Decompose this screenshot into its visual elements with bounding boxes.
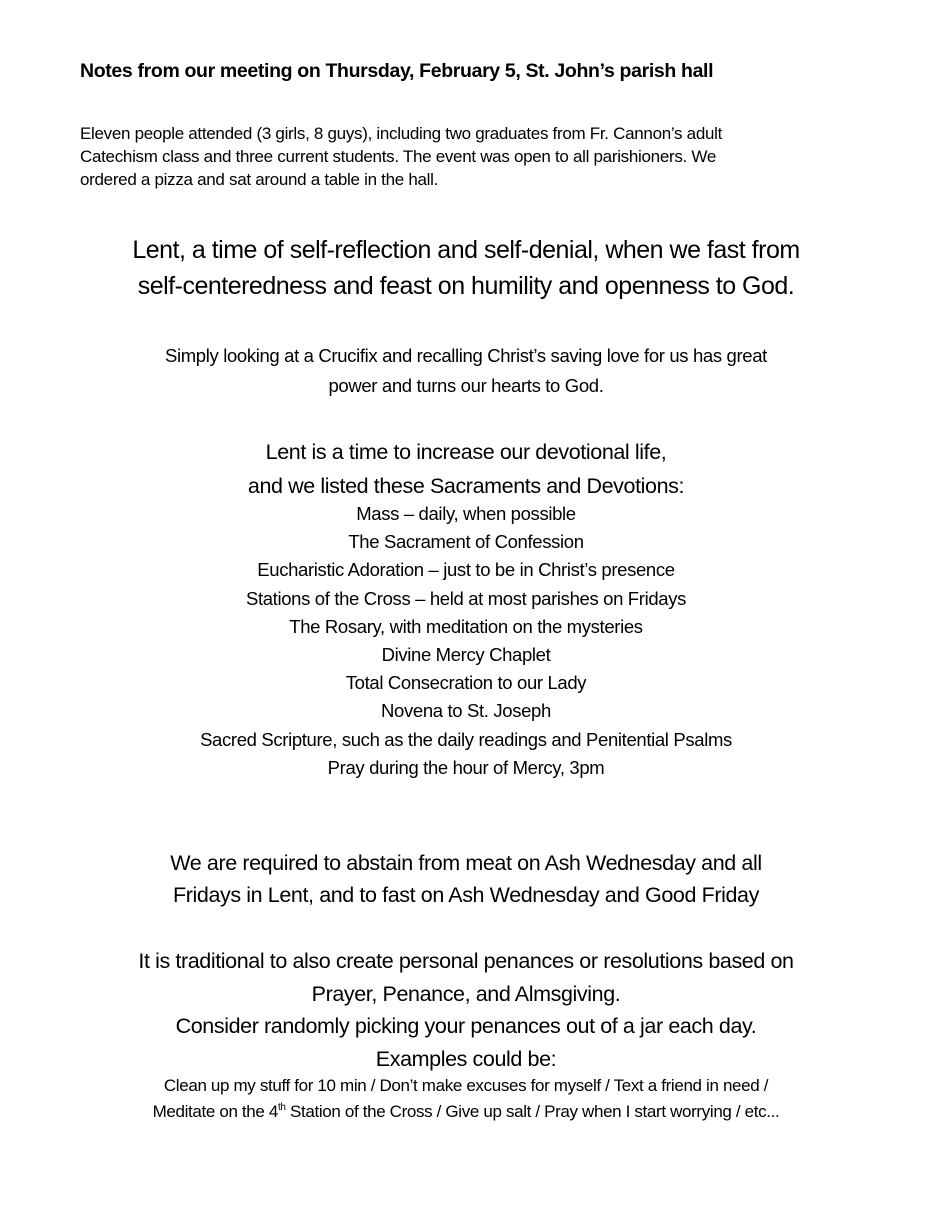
devotion-item: The Sacrament of Confession (348, 531, 584, 553)
lent-quote (0, 232, 932, 304)
crucifix-line: power and turns our hearts to God. (328, 375, 604, 396)
crucifix-line: Simply looking at a Crucifix and recalling Christ’s saving love for us has great (165, 345, 767, 366)
penances-line: Examples could be: (375, 1046, 557, 1071)
intro-line: Eleven people attended (3 girls, 8 guys), including two graduates from Fr. Cannon’s adult (80, 124, 723, 143)
devotional-intro-line: and we listed these Sacraments and Devotions: (247, 474, 685, 498)
page-title: Notes from our meeting on Thursday, February 5, St. John’s parish hall (80, 60, 714, 82)
lent-quote-line: Lent, a time of self-reflection and self-denial, when we fast from (132, 236, 800, 264)
intro-paragraph (80, 122, 870, 191)
ordinal-superscript: th (278, 1102, 286, 1113)
examples-line (0, 1099, 932, 1125)
lent-quote-line: self-centeredness and feast on humility and openness to God. (137, 272, 795, 300)
devotion-item: Divine Mercy Chaplet (381, 644, 551, 666)
devotion-item: Eucharistic Adoration – just to be in Christ’s presence (257, 559, 675, 581)
devotion-item: Pray during the hour of Mercy, 3pm (327, 756, 605, 778)
devotion-item: Novena to St. Joseph (381, 700, 551, 722)
devotions-list (0, 500, 932, 782)
devotional-intro-line: Lent is a time to increase our devotional life, (265, 440, 667, 464)
intro-line: Catechism class and three current students. The event was open to all parishioners. We (80, 147, 716, 166)
abstain-paragraph (0, 847, 932, 911)
penance-examples (0, 1073, 932, 1125)
crucifix-paragraph (0, 341, 932, 401)
examples-text: Station of the Cross / Give up salt / Pray when I start worrying / etc... (285, 1102, 780, 1121)
abstain-line: Fridays in Lent, and to fast on Ash Wednesday and Good Friday (173, 883, 759, 907)
devotion-item: The Rosary, with meditation on the mysteries (289, 615, 643, 637)
devotion-item: Total Consecration to our Lady (345, 672, 587, 694)
examples-line: Clean up my stuff for 10 min / Don’t make excuses for myself / Text a friend in need / (163, 1076, 769, 1095)
penances-line: It is traditional to also create personal penances or resolutions based on (138, 949, 794, 973)
penances-paragraph (0, 945, 932, 1075)
penances-line: Prayer, Penance, and Almsgiving. (311, 981, 621, 1006)
abstain-line: We are required to abstain from meat on Ash Wednesday and all (170, 851, 762, 875)
penances-line: Consider randomly picking your penances out of a jar each day. (175, 1014, 757, 1038)
examples-text: Meditate on the 4 (152, 1102, 278, 1121)
intro-line: ordered a pizza and sat around a table in the hall. (80, 170, 439, 189)
devotion-item: Mass – daily, when possible (356, 503, 576, 524)
devotional-intro (0, 435, 932, 503)
devotion-item: Stations of the Cross – held at most parishes on Fridays (245, 587, 687, 609)
devotion-item: Sacred Scripture, such as the daily readings and Penitential Psalms (200, 728, 732, 750)
